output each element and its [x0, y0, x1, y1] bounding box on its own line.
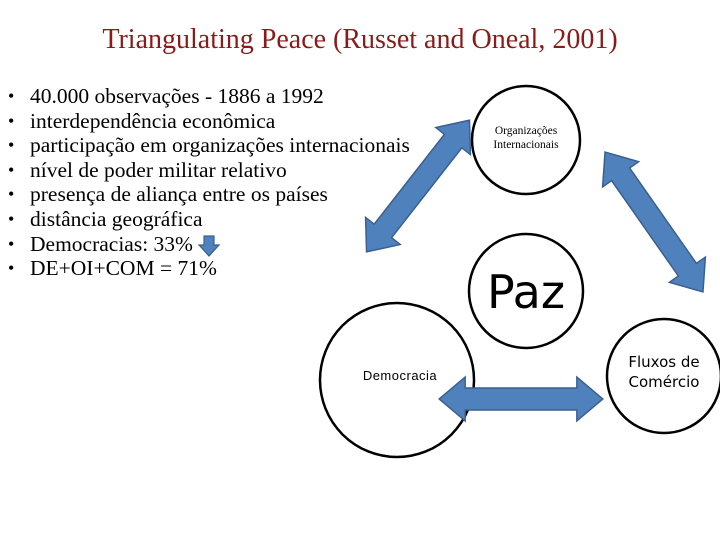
bullet-dot: •: [8, 208, 15, 229]
bullet-text: DE+OI+COM = 71%: [30, 256, 217, 281]
bullet-text: participação em organizações internacionais: [30, 133, 410, 158]
comercio-label-line1: Fluxos de: [628, 353, 700, 371]
bullet-dot: •: [8, 135, 15, 156]
bullet-text: 40.000 observações - 1886 a 1992: [30, 84, 324, 108]
bullet-text: presença de aliança entre os países: [30, 182, 328, 207]
paz-label: Paz: [486, 265, 565, 319]
organizacoes-label-line1: Organizações: [494, 125, 558, 137]
bullet-dot: •: [8, 233, 15, 254]
bullet-dot: •: [8, 86, 15, 106]
bullet-dot: •: [8, 110, 15, 131]
bullet-dot: •: [8, 258, 15, 279]
organizacoes-label: [466, 124, 586, 152]
bullet-text: Democracias: 33%: [30, 231, 193, 256]
double-arrow-democracia-comercio: [439, 377, 603, 421]
double-arrow-oi-comercio: [587, 139, 720, 304]
bullet-dot: •: [8, 184, 15, 205]
bullet-text: interdependência econômica: [30, 108, 276, 133]
organizacoes-label-line2: Internacionais: [493, 139, 559, 151]
bullet-text: distância geográfica: [30, 206, 203, 231]
bullet-dot: •: [8, 159, 15, 180]
democracia-label: Democracia: [362, 368, 438, 383]
slide-title: Triangulating Peace (Russet and Oneal, 2001): [102, 24, 618, 55]
comercio-label: [608, 352, 720, 392]
bullet-text: nível de poder militar relativo: [30, 157, 287, 182]
comercio-label-line2: Comércio: [628, 373, 700, 391]
